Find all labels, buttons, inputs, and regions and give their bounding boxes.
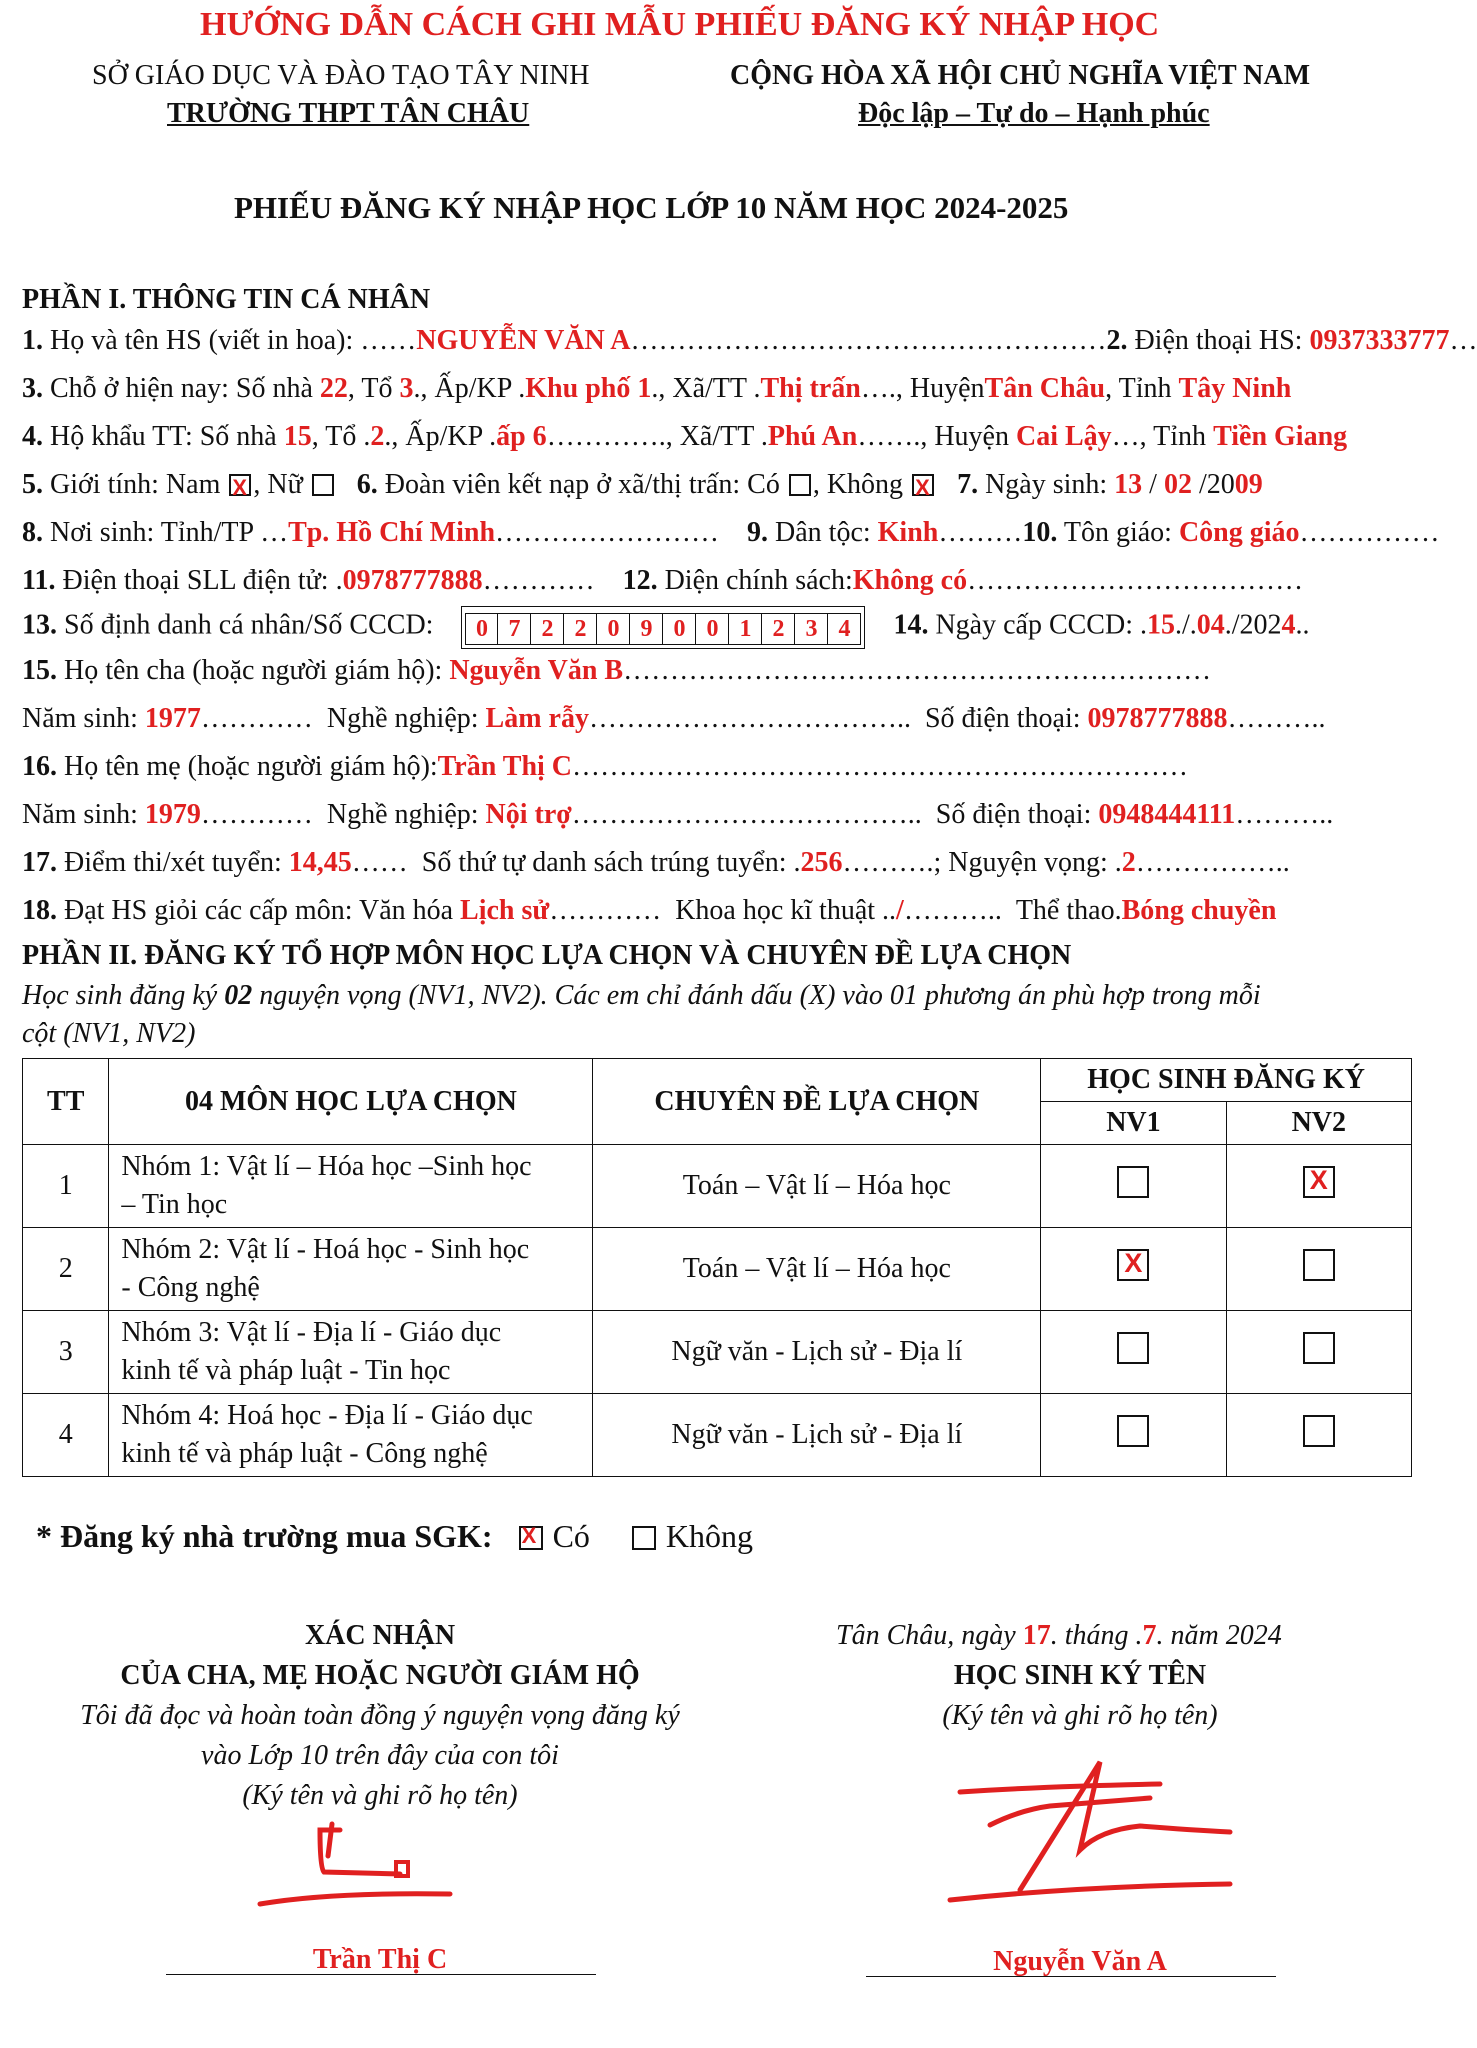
- table-row: [23, 1311, 1412, 1394]
- nv2-cell: [1226, 1311, 1411, 1394]
- parent-sign-line: [166, 1974, 596, 1975]
- sgk-no-checkbox[interactable]: [632, 1526, 656, 1550]
- xa-label: Xã/TT: [672, 373, 747, 404]
- line-11-sll-phone: 11. Điện thoại SLL điện tử: .0978777888………… 12. Diện chính sách:Không có………………………………: [22, 565, 1304, 596]
- nv2-checkbox[interactable]: [1303, 1332, 1335, 1364]
- subject-group: [109, 1394, 593, 1477]
- to-label: Tổ: [361, 373, 393, 404]
- subject-registration-table: [22, 1058, 1412, 1477]
- issue-year[interactable]: 4: [1281, 609, 1296, 641]
- nv2-cell: [1226, 1228, 1411, 1311]
- department-name: SỞ GIÁO DỤC VÀ ĐÀO TẠO TÂY NINH: [92, 60, 590, 91]
- household-huyen[interactable]: Cai Lậy: [1015, 421, 1112, 452]
- table-row: [23, 1228, 1412, 1311]
- confirm-text-2: vào Lớp 10 trên đây của con tôi: [201, 1740, 559, 1771]
- id-digit[interactable]: 2: [531, 613, 564, 645]
- id-digit[interactable]: 2: [564, 613, 597, 645]
- ap-label: Ấp/KP: [434, 373, 512, 404]
- xa-label-2: Xã/TT: [679, 421, 754, 452]
- instr-part-a: Học sinh đăng ký: [22, 980, 225, 1011]
- address-label: Chỗ ở hiện nay: Số nhà: [50, 373, 313, 404]
- father-phone-label: Số điện thoại:: [924, 703, 1081, 734]
- award-sport-value[interactable]: Bóng chuyền: [1121, 895, 1277, 926]
- topic-group: Ngữ văn - Lịch sử - Địa lí: [593, 1394, 1041, 1477]
- id-digit[interactable]: 1: [729, 613, 762, 645]
- id-digit[interactable]: 0: [663, 613, 696, 645]
- mother-phone-label: Số điện thoại:: [935, 799, 1092, 830]
- wish-value[interactable]: 2: [1121, 847, 1136, 878]
- household-ap[interactable]: ấp 6: [496, 421, 547, 452]
- mother-birth-value[interactable]: 1979: [144, 799, 201, 830]
- table-row: [23, 1145, 1412, 1228]
- id-digit[interactable]: 3: [795, 613, 828, 645]
- subject-line-2: – Tin học: [121, 1189, 228, 1220]
- huyen-label-2: Huyện: [934, 421, 1009, 452]
- confirm-subtitle: CỦA CHA, MẸ HOẶC NGƯỜI GIÁM HỘ: [120, 1660, 640, 1691]
- father-birth-value[interactable]: 1977: [144, 703, 201, 734]
- col-tt: TT: [23, 1059, 109, 1145]
- sgk-row: [36, 1518, 753, 1555]
- subject-group: [109, 1145, 593, 1228]
- line-18-awards: 18. Đạt HS giỏi các cấp môn: Văn hóa Lịch sử………… Khoa học kĩ thuật ../……….. Thể thao.Bóng chuyền: [22, 895, 1277, 926]
- nv2-cell: [1226, 1145, 1411, 1228]
- student-sign-title: HỌC SINH KÝ TÊN: [953, 1660, 1207, 1691]
- subject-line-2: kinh tế và pháp luật - Tin học: [121, 1355, 451, 1386]
- ap-label-2: Ấp/KP: [405, 421, 483, 452]
- confirm-text-1: Tôi đã đọc và hoàn toàn đồng ý nguyện vọng đăng ký: [80, 1700, 680, 1731]
- science-label: Khoa học kĩ thuật: [675, 895, 876, 926]
- ethnicity-value[interactable]: Kinh: [877, 517, 939, 548]
- score-label: Điểm thi/xét tuyển:: [64, 847, 282, 878]
- sll-phone-label: Điện thoại SLL điện tử:: [62, 565, 329, 596]
- nv1-cell: [1041, 1145, 1226, 1228]
- score-value[interactable]: 14,45: [288, 847, 352, 878]
- nv1-checkbox[interactable]: [1117, 1415, 1149, 1447]
- dob-month[interactable]: 02: [1163, 469, 1192, 500]
- subject-group: [109, 1311, 593, 1394]
- dob-year[interactable]: 09: [1234, 469, 1263, 500]
- sgk-yes-checkbox[interactable]: [519, 1526, 543, 1550]
- nv1-checkbox[interactable]: [1117, 1249, 1149, 1281]
- award-science-value[interactable]: /: [896, 895, 904, 926]
- date-day[interactable]: 17: [1022, 1620, 1051, 1651]
- policy-label: Diện chính sách:: [664, 565, 853, 596]
- id-digit[interactable]: 4: [828, 613, 861, 645]
- address-huyen[interactable]: Tân Châu: [984, 373, 1106, 404]
- col-nv1: NV1: [1041, 1102, 1226, 1145]
- issue-day[interactable]: 15: [1146, 609, 1175, 641]
- mother-job-label: Nghề nghiệp:: [326, 799, 479, 830]
- student-name-value[interactable]: NGUYỄN VĂN A: [416, 325, 631, 356]
- parent-signature: [250, 1808, 480, 1918]
- wish-label: Nguyện vọng:: [948, 847, 1108, 878]
- line-13-id-number: 13. Số định danh cá nhân/Số CCCD: 0 7 2 2 0 9 0 0 1 2 3 4 14. Ngày cấp CCCD: .15./.04./2024..: [22, 606, 1310, 649]
- dob-label: Ngày sinh:: [985, 469, 1108, 500]
- instr-count: 02: [224, 980, 253, 1011]
- mother-job-value[interactable]: Nội trợ: [485, 799, 572, 830]
- household-tinh[interactable]: Tiền Giang: [1213, 421, 1348, 452]
- address-tinh[interactable]: Tây Ninh: [1178, 373, 1292, 404]
- nv1-checkbox[interactable]: [1117, 1166, 1149, 1198]
- father-name-value[interactable]: Nguyễn Văn B: [449, 655, 624, 686]
- subject-line-2: - Công nghệ: [121, 1272, 260, 1303]
- gender-male-checkbox[interactable]: [229, 474, 251, 496]
- student-signature: [930, 1750, 1250, 1930]
- date-month-label: tháng: [1064, 1620, 1129, 1651]
- line-8-birthplace: 8. Nơi sinh: Tỉnh/TP …Tp. Hồ Chí Minh…………………… 9. Dân tộc: Kinh………10. Tôn giáo: Công giáo……………: [22, 517, 1440, 548]
- household-xa[interactable]: Phú An: [767, 421, 858, 452]
- dob-day[interactable]: 13: [1114, 469, 1143, 500]
- id-digit[interactable]: 9: [630, 613, 663, 645]
- line-5-gender-union-dob: 5. Giới tính: Nam X , Nữ 6. Đoàn viên kết nạp ở xã/thị trấn: Có , Không X 7. Ngày sinh: 13 / 02 /2009: [22, 468, 1263, 502]
- date-year-label: năm 2024: [1170, 1620, 1282, 1651]
- tinh-label: Tỉnh: [1118, 373, 1172, 404]
- col-subjects: 04 MÔN HỌC LỰA CHỌN: [109, 1059, 593, 1145]
- nv2-checkbox[interactable]: [1303, 1249, 1335, 1281]
- awards-label: Đạt HS giỏi các cấp môn: Văn hóa: [64, 895, 454, 926]
- household-house[interactable]: 15: [283, 421, 312, 452]
- household-to[interactable]: 2: [370, 421, 385, 452]
- issue-year-prefix: 202: [1239, 609, 1282, 641]
- mother-label: Họ tên mẹ (hoặc người giám hộ):: [64, 751, 438, 782]
- parent-sign-note: (Ký tên và ghi rõ họ tên): [242, 1780, 518, 1811]
- sll-phone-value[interactable]: 0978777888: [342, 565, 483, 596]
- nv2-checkbox[interactable]: [1303, 1415, 1335, 1447]
- sgk-label: * Đăng ký nhà trường mua SGK:: [36, 1518, 493, 1554]
- ethnicity-label: Dân tộc:: [775, 517, 871, 548]
- union-yes-checkbox[interactable]: [789, 474, 811, 496]
- id-digit-boxes[interactable]: [461, 606, 865, 649]
- father-job-label: Nghề nghiệp:: [326, 703, 479, 734]
- gender-female-checkbox[interactable]: [312, 474, 334, 496]
- row-number: 4: [23, 1394, 109, 1477]
- line-1-student-name: 1. Họ và tên HS (viết in hoa): ……NGUYỄN VĂN A……………………………………………2. Điện thoại HS: 0937333777…: [22, 325, 1477, 356]
- line-17-score: 17. Điểm thi/xét tuyển: 14,45…… Số thứ tự danh sách trúng tuyển: .256……….; Nguyện vọng: .2……………..: [22, 847, 1290, 878]
- sgk-no-label: Không: [665, 1518, 754, 1554]
- address-xa[interactable]: Thị trấn: [760, 373, 861, 404]
- row-number: 2: [23, 1228, 109, 1311]
- to-label-2: Tổ: [325, 421, 357, 452]
- guide-title: HƯỚNG DẪN CÁCH GHI MẪU PHIẾU ĐĂNG KÝ NHẬP HỌC: [200, 6, 1160, 43]
- nv2-checkbox[interactable]: [1303, 1166, 1335, 1198]
- subject-line-1: Nhóm 3: Vật lí - Địa lí - Giáo dục: [121, 1317, 502, 1348]
- line-mother-details: Năm sinh: 1979………… Nghề nghiệp: Nội trợ……………………………….. Số điện thoại: 0948444111………..: [22, 799, 1334, 830]
- id-digit[interactable]: 0: [465, 613, 498, 645]
- id-digit[interactable]: 0: [696, 613, 729, 645]
- topic-group: Toán – Vật lí – Hóa học: [593, 1228, 1041, 1311]
- address-house[interactable]: 22: [319, 373, 348, 404]
- student-sign-line: [866, 1976, 1276, 1977]
- huyen-label: Huyện: [909, 373, 985, 404]
- line-15-father-name: 15. Họ tên cha (hoặc người giám hộ): Nguyễn Văn B………………………………………………………: [22, 655, 1212, 686]
- table-row: [23, 1394, 1412, 1477]
- national-motto: Độc lập – Tự do – Hạnh phúc: [858, 98, 1210, 129]
- col-topics: CHUYÊN ĐỀ LỰA CHỌN: [593, 1059, 1041, 1145]
- confirm-title: XÁC NHẬN: [304, 1620, 456, 1651]
- address-to[interactable]: 3: [399, 373, 414, 404]
- sgk-yes-label: Có: [552, 1518, 590, 1554]
- religion-label: Tôn giáo:: [1063, 517, 1172, 548]
- religion-value[interactable]: Công giáo: [1178, 517, 1300, 548]
- date-month[interactable]: 7: [1142, 1620, 1157, 1651]
- mother-name-value[interactable]: Trần Thị C: [437, 751, 573, 782]
- nv1-cell: [1041, 1311, 1226, 1394]
- part1-heading: PHẦN I. THÔNG TIN CÁ NHÂN: [22, 284, 431, 315]
- sport-label: Thể thao.: [1015, 895, 1122, 926]
- date-prefix: Tân Châu, ngày: [836, 1620, 1016, 1651]
- father-phone-value[interactable]: 0978777888: [1087, 703, 1228, 734]
- gender-label: Giới tính: Nam: [50, 469, 221, 500]
- student-phone-label: Điện thoại HS:: [1134, 325, 1303, 356]
- mother-phone-value[interactable]: 0948444111: [1098, 799, 1236, 830]
- award-culture-value[interactable]: Lịch sử: [460, 895, 550, 926]
- line-3-address: 3. Chỗ ở hiện nay: Số nhà 22, Tổ 3., Ấp/KP .Khu phố 1., Xã/TT .Thị trấn…., HuyệnTân Châu, Tỉnh Tây Ninh: [22, 373, 1292, 404]
- sign-date: Tân Châu, ngày 17. tháng .7. năm 2024: [836, 1620, 1282, 1651]
- mother-birth-label: Năm sinh:: [22, 799, 138, 830]
- birthplace-label: Nơi sinh: Tỉnh/TP: [50, 517, 254, 548]
- subject-line-2: kinh tế và pháp luật - Công nghệ: [121, 1438, 488, 1469]
- school-name: TRƯỜNG THPT TÂN CHÂU: [167, 98, 530, 129]
- union-no-checkbox[interactable]: [912, 474, 934, 496]
- rank-value[interactable]: 256: [800, 847, 843, 878]
- subject-group: [109, 1228, 593, 1311]
- tinh-label-2: Tỉnh: [1153, 421, 1207, 452]
- father-label: Họ tên cha (hoặc người giám hộ):: [64, 655, 443, 686]
- student-sign-note: (Ký tên và ghi rõ họ tên): [942, 1700, 1218, 1731]
- part2-instructions-2: cột (NV1, NV2): [22, 1018, 196, 1049]
- name-label: Họ và tên HS (viết in hoa):: [50, 325, 354, 356]
- nv2-cell: [1226, 1394, 1411, 1477]
- row-number: 3: [23, 1311, 109, 1394]
- student-phone-value[interactable]: 0937333777: [1309, 325, 1450, 356]
- line-4-household: 4. Hộ khẩu TT: Số nhà 15, Tổ .2., Ấp/KP .ấp 6…………., Xã/TT .Phú An……., Huyện Cai Lậy…, Tỉnh Tiền Giang: [22, 421, 1348, 452]
- id-digit[interactable]: 0: [597, 613, 630, 645]
- father-birth-label: Năm sinh:: [22, 703, 138, 734]
- issue-date-label: Ngày cấp CCCD:: [935, 609, 1133, 641]
- student-name: Nguyễn Văn A: [993, 1946, 1167, 1977]
- policy-value[interactable]: Không có: [852, 565, 968, 596]
- nv1-checkbox[interactable]: [1117, 1332, 1149, 1364]
- col-register: HỌC SINH ĐĂNG KÝ: [1041, 1059, 1412, 1102]
- nv1-cell: [1041, 1228, 1226, 1311]
- col-nv2: NV2: [1226, 1102, 1411, 1145]
- part2-heading: PHẦN II. ĐĂNG KÝ TỔ HỢP MÔN HỌC LỰA CHỌN VÀ CHUYÊN ĐỀ LỰA CHỌN: [22, 940, 1072, 971]
- address-ap[interactable]: Khu phố 1: [525, 373, 652, 404]
- form-title: PHIẾU ĐĂNG KÝ NHẬP HỌC LỚP 10 NĂM HỌC 2024-2025: [234, 190, 1069, 225]
- id-digit[interactable]: 2: [762, 613, 795, 645]
- republic-name: CỘNG HÒA XÃ HỘI CHỦ NGHĨA VIỆT NAM: [730, 60, 1311, 91]
- dob-year-prefix: 20: [1206, 469, 1235, 500]
- household-label: Hộ khẩu TT: Số nhà: [50, 421, 277, 452]
- instr-part-b: nguyện vọng (NV1, NV2). Các em chỉ đánh dấu (X) vào 01 phương án phù hợp trong mỗi: [252, 980, 1261, 1011]
- id-label: Số định danh cá nhân/Số CCCD:: [64, 609, 434, 641]
- subject-line-1: Nhóm 4: Hoá học - Địa lí - Giáo dục: [121, 1400, 533, 1431]
- issue-month[interactable]: 04: [1196, 609, 1225, 641]
- id-digit[interactable]: 7: [498, 613, 531, 645]
- nv1-cell: [1041, 1394, 1226, 1477]
- row-number: 1: [23, 1145, 109, 1228]
- rank-label: Số thứ tự danh sách trúng tuyển:: [421, 847, 787, 878]
- topic-group: Ngữ văn - Lịch sử - Địa lí: [593, 1311, 1041, 1394]
- union-label: Đoàn viên kết nạp ở xã/thị trấn: Có: [384, 469, 780, 500]
- subject-line-1: Nhóm 2: Vật lí - Hoá học - Sinh học: [121, 1234, 530, 1265]
- birthplace-value[interactable]: Tp. Hồ Chí Minh: [288, 517, 496, 548]
- topic-group: Toán – Vật lí – Hóa học: [593, 1145, 1041, 1228]
- line-16-mother-name: 16. Họ tên mẹ (hoặc người giám hộ):Trần Thị C…………………………………………………………: [22, 751, 1189, 782]
- parent-name: Trần Thị C: [312, 1944, 448, 1975]
- female-label: Nữ: [267, 469, 303, 500]
- father-job-value[interactable]: Làm rẫy: [485, 703, 589, 734]
- subject-line-1: Nhóm 1: Vật lí – Hóa học –Sinh học: [121, 1151, 532, 1182]
- line-father-details: Năm sinh: 1977………… Nghề nghiệp: Làm rẫy…………………………….. Số điện thoại: 0978777888………..: [22, 703, 1326, 734]
- part2-instructions: [22, 980, 1261, 1012]
- union-no-label: Không: [826, 469, 904, 500]
